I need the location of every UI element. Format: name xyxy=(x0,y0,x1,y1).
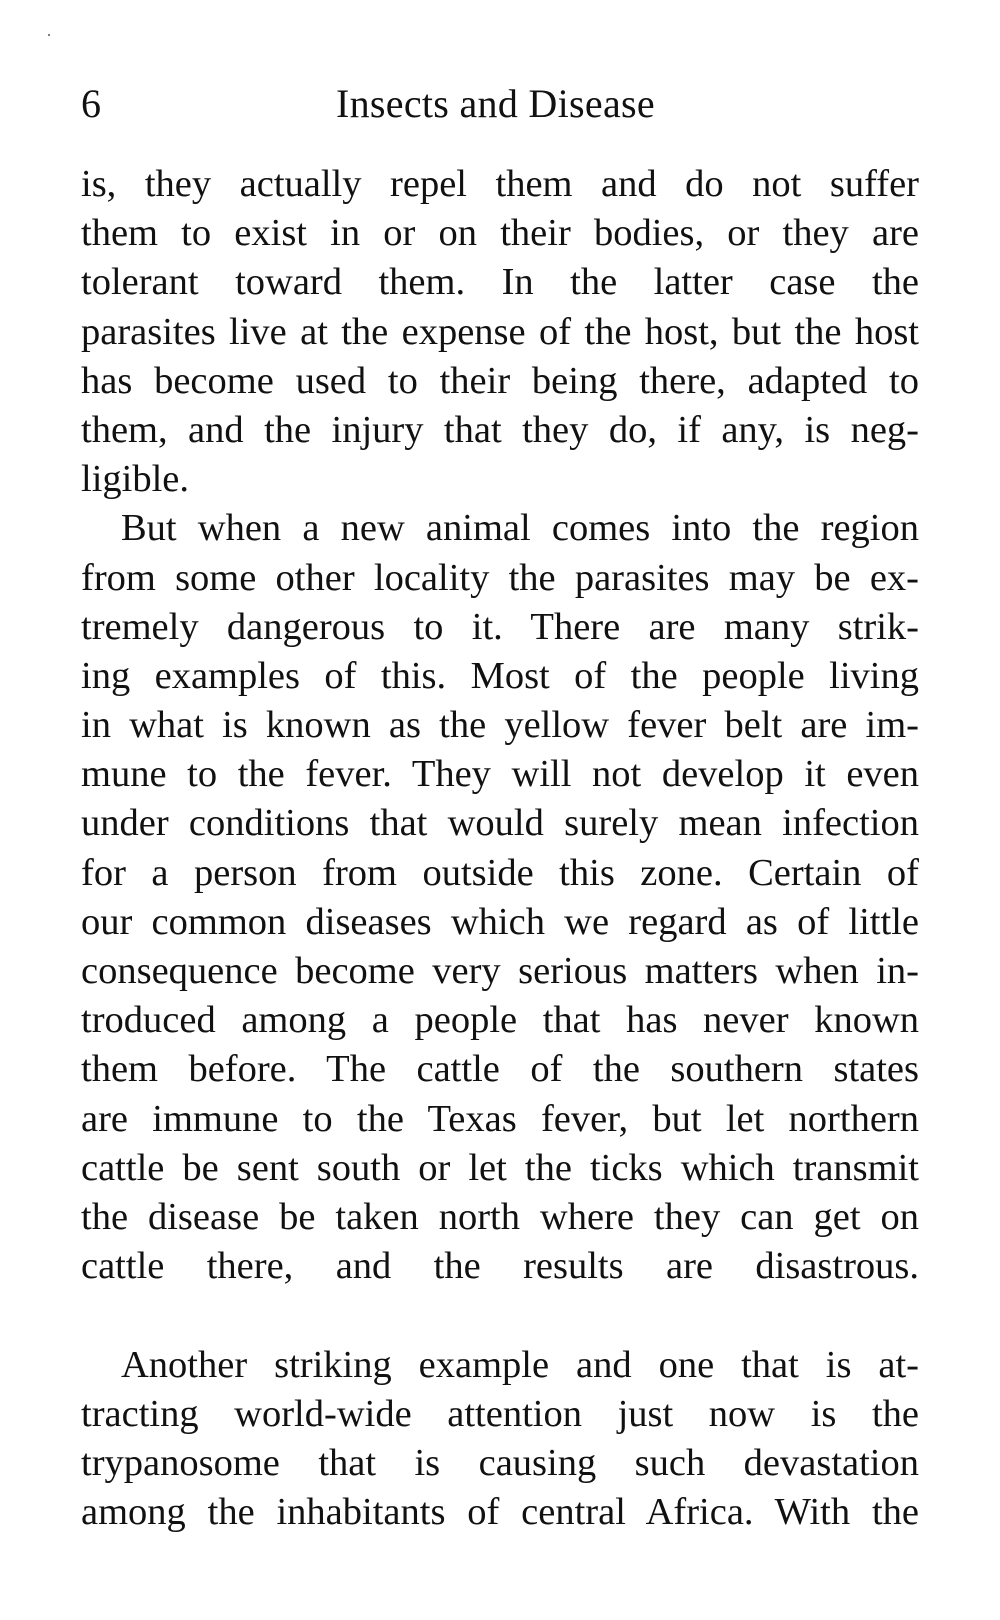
text-line: our common diseases which we regard as of little xyxy=(81,900,919,943)
paragraph-2 xyxy=(81,504,919,1340)
text-line: them, and the injury that they do, if any, is neg- xyxy=(81,408,919,451)
body-text xyxy=(81,160,919,1537)
text-line: cattle be sent south or let the ticks which transmit xyxy=(81,1146,919,1189)
text-line: cattle there, and the results are disastrous. xyxy=(81,1245,919,1288)
text-line: consequence become very serious matters when in- xyxy=(81,950,919,992)
text-line: the disease be taken north where they can get on xyxy=(81,1195,919,1238)
page-header xyxy=(81,78,921,130)
text-line: ligible. xyxy=(81,458,189,501)
text-line: tracting world-wide attention just now is the xyxy=(81,1392,919,1435)
paragraph-3 xyxy=(81,1341,919,1538)
text-line: them to exist in or on their bodies, or they are xyxy=(81,212,919,255)
text-line: tremely dangerous to it. There are many strik- xyxy=(81,605,919,648)
text-line: are immune to the Texas fever, but let northern xyxy=(81,1097,919,1140)
text-line xyxy=(81,1291,919,1340)
text-line: them before. The cattle of the southern states xyxy=(81,1048,919,1091)
text-line: ing examples of this. Most of the people living xyxy=(81,654,919,697)
text-line: parasites live at the expense of the host, but the host xyxy=(81,310,919,353)
scan-speck xyxy=(48,34,50,36)
text-line: trypanosome that is causing such devastation xyxy=(81,1441,919,1484)
text-line: tolerant toward them. In the latter case the xyxy=(81,261,919,304)
text-line: among the inhabitants of central Africa. With the xyxy=(81,1491,919,1534)
text-line: mune to the fever. They will not develop it even xyxy=(81,753,919,796)
text-line: has become used to their being there, adapted to xyxy=(81,359,919,402)
text-line: from some other locality the parasites may be ex- xyxy=(81,556,919,599)
text-line: under conditions that would surely mean infection xyxy=(81,802,919,845)
text-line: But when a new animal comes into the region xyxy=(121,507,919,550)
text-line: for a person from outside this zone. Certain of xyxy=(81,851,919,894)
page-number: 6 xyxy=(81,81,101,126)
text-line: Another striking example and one that is at- xyxy=(121,1343,919,1386)
text-line: in what is known as the yellow fever belt are im- xyxy=(81,704,919,747)
text-line: troduced among a people that has never known xyxy=(81,999,919,1042)
running-title: Insects and Disease xyxy=(336,81,655,126)
paragraph-1 xyxy=(81,160,919,504)
text-line: is, they actually repel them and do not suffer xyxy=(81,163,919,205)
